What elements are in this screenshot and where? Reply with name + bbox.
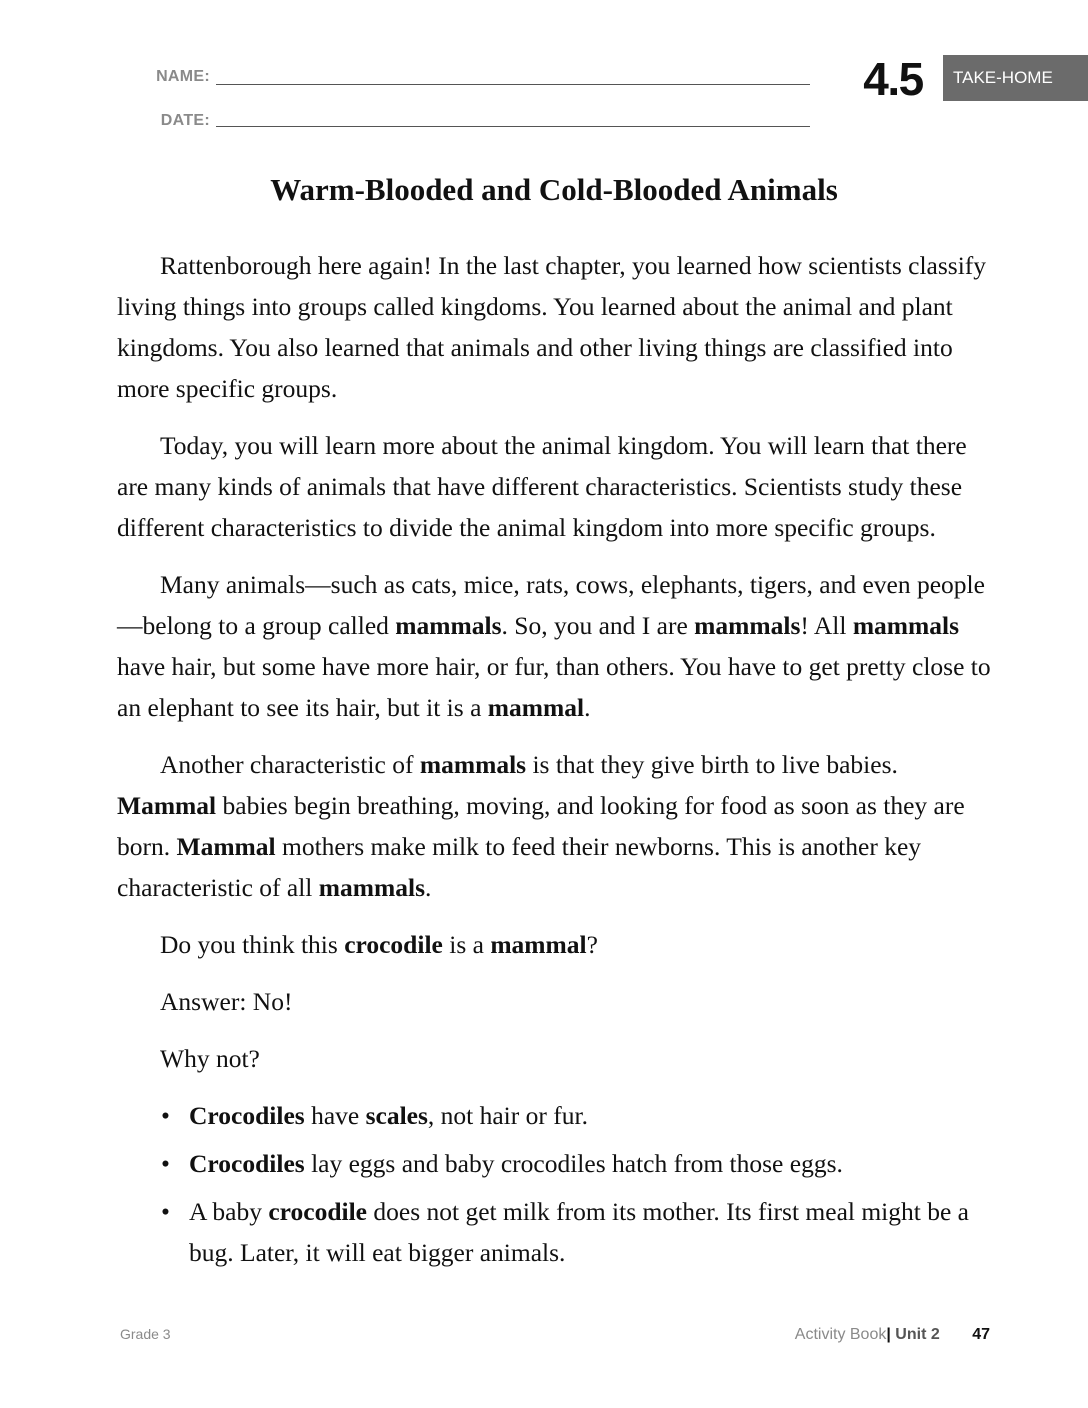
take-home-tag: TAKE-HOME: [943, 55, 1088, 101]
paragraph: Today, you will learn more about the animal kingdom. You will learn that there are many kinds of animals that have different characteristics. Scientists study these different characteristics to divide the animal kingdom into more specific groups.: [117, 431, 967, 542]
question-line: Do you think this crocodile is a mammal?: [160, 930, 598, 959]
page-title: Warm-Blooded and Cold-Blooded Animals: [270, 172, 838, 207]
key-term: scales: [365, 1101, 428, 1130]
date-field[interactable]: [216, 126, 810, 127]
key-term: mammal: [487, 693, 585, 722]
paragraph: Many animals—such as cats, mice, rats, cows, elephants, tigers, and even people—belong to a group called mammals. So, you and I are mammals! All mammals have hair, but some have more hair, or fur, than others. You have to get pretty close to an elephant to see its hair, but it is a mammal.: [117, 570, 991, 722]
key-term: mammals: [419, 750, 527, 779]
key-term: mammals: [852, 611, 960, 640]
key-term: Mammal: [117, 791, 217, 820]
key-term: Crocodiles: [189, 1101, 305, 1130]
footer-grade: Grade 3: [120, 1326, 171, 1342]
footer-separator: |: [886, 1326, 891, 1343]
reasons-list: [117, 1095, 997, 1273]
key-term: Crocodiles: [189, 1149, 305, 1178]
reading-passage: [117, 245, 997, 1280]
key-term: crocodile: [268, 1197, 367, 1226]
key-term: mammals: [694, 611, 801, 640]
footer-unit: Unit 2: [895, 1326, 940, 1343]
list-item: • Crocodiles lay eggs and baby crocodiles hatch from those eggs.: [189, 1143, 997, 1184]
footer-book-info: [795, 1326, 990, 1344]
name-field[interactable]: [216, 84, 810, 85]
answer-line: Answer: No!: [160, 987, 293, 1016]
lesson-number: 4.5: [863, 53, 923, 105]
why-not-line: Why not?: [160, 1044, 260, 1073]
list-item: • A baby crocodile does not get milk from its mother. Its first meal might be a bug. Later, it will eat bigger animals.: [189, 1191, 997, 1273]
key-term: mammal: [490, 930, 587, 959]
key-term: mammals: [318, 873, 425, 902]
name-label: NAME:: [156, 68, 210, 85]
key-term: mammals: [395, 611, 502, 640]
paragraph: Another characteristic of mammals is that they give birth to live babies. Mammal babies begin breathing, moving, and looking for food as soon as they are born. Mammal mothers make milk to feed their newborns. This is another key characteristic of all mammals.: [117, 750, 965, 902]
footer-book: Activity Book: [794, 1326, 887, 1343]
paragraph: Rattenborough here again! In the last chapter, you learned how scientists classify living things into groups called kingdoms. You learned about the animal and plant kingdoms. You also learned that animals and other living things are classified into more specific groups.: [117, 251, 987, 403]
page-number: 47: [972, 1326, 990, 1343]
date-label: DATE:: [160, 112, 210, 129]
list-item: • Crocodiles have scales, not hair or fur.: [189, 1095, 997, 1136]
key-term: crocodile: [344, 930, 443, 959]
key-term: Mammal: [176, 832, 276, 861]
